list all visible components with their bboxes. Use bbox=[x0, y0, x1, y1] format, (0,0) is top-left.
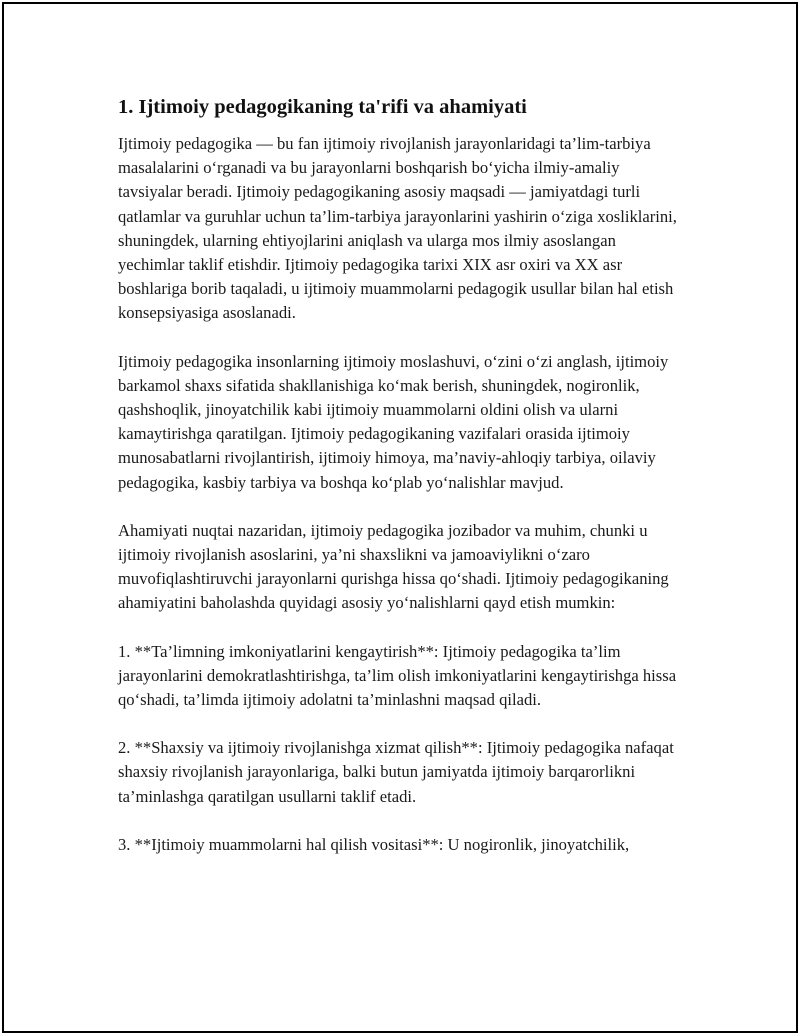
section-heading: 1. Ijtimoiy pedagogikaning ta'rifi va ahamiyati bbox=[118, 96, 527, 118]
list-item-3: 3. **Ijtimoiy muammolarni hal qilish vositasi**: U nogironlik, jinoyatchilik, bbox=[118, 834, 630, 854]
list-item-1: 1. **Ta’limning imkoniyatlarini kengaytirish**: Ijtimoiy pedagogika ta’lim jarayonlarini demokratlashtirishga, ta’lim olish imkoniyatlarini kengaytirishga hissa qo‘shadi, ta’limda ijtimoiy adolatni ta’minlashni maqsad qiladi. bbox=[118, 641, 677, 710]
document-body bbox=[118, 94, 686, 881]
paragraph-tasks: Ijtimoiy pedagogika insonlarning ijtimoiy moslashuvi, o‘zini o‘zi anglash, ijtimoiy barkamol shaxs sifatida shakllanishiga ko‘mak berish, shuningdek, nogironlik, qashshoqlik, jinoyatchilik kabi ijtimoiy muammolarni oldini olish va ularni kamaytirishga qaratilgan. Ijtimoiy pedagogikaning vazifalari orasida ijtimoiy munosabatlarni rivojlantirish, ijtimoiy himoya, ma’naviy-ahloqiy tarbiya, oilaviy pedagogika, kasbiy tarbiya va boshqa ko‘plab yo‘nalishlar mavjud. bbox=[118, 351, 669, 492]
list-item-2: 2. **Shaxsiy va ijtimoiy rivojlanishga xizmat qilish**: Ijtimoiy pedagogika nafaqat shaxsiy rivojlanish jarayonlariga, balki butun jamiyatda ijtimoiy barqarorlikni ta’minlashga qaratilgan usullarni taklif etadi. bbox=[118, 738, 674, 806]
paragraph-importance: Ahamiyati nuqtai nazaridan, ijtimoiy pedagogika jozibador va muhim, chunki u ijtimoiy rivojlanish asoslarini, ya’ni shaxslikni va jamoaviylikni o‘zaro muvofiqlashtiruvchi jarayonlarni qurishga hissa qo‘shadi. Ijtimoiy pedagogikaning ahamiyatini baholashda quyidagi asosiy yo‘nalishlarni qayd etish mumkin: bbox=[118, 520, 669, 613]
paragraph-intro: Ijtimoiy pedagogika — bu fan ijtimoiy rivojlanish jarayonlaridagi ta’lim-tarbiya masalalarini o‘rganadi va bu jarayonlarni boshqarish bo‘yicha ilmiy-amaliy tavsiyalar beradi. Ijtimoiy pedagogikaning asosiy maqsadi — jamiyatdagi turli qatlamlar va guruhlar uchun ta’lim-tarbiya jarayonlarini yashirin o‘ziga xosliklarini, shuningdek, ularning ehtiyojlarini aniqlash va ularga mos ilmiy asoslangan yechimlar taklif etishdir. Ijtimoiy pedagogika tarixi XIX asr oxiri va XX asr boshlariga borib taqaladi, u ijtimoiy muammolarni pedagogik usullar bilan hal etish konsepsiyasiga asoslanadi. bbox=[118, 134, 677, 323]
